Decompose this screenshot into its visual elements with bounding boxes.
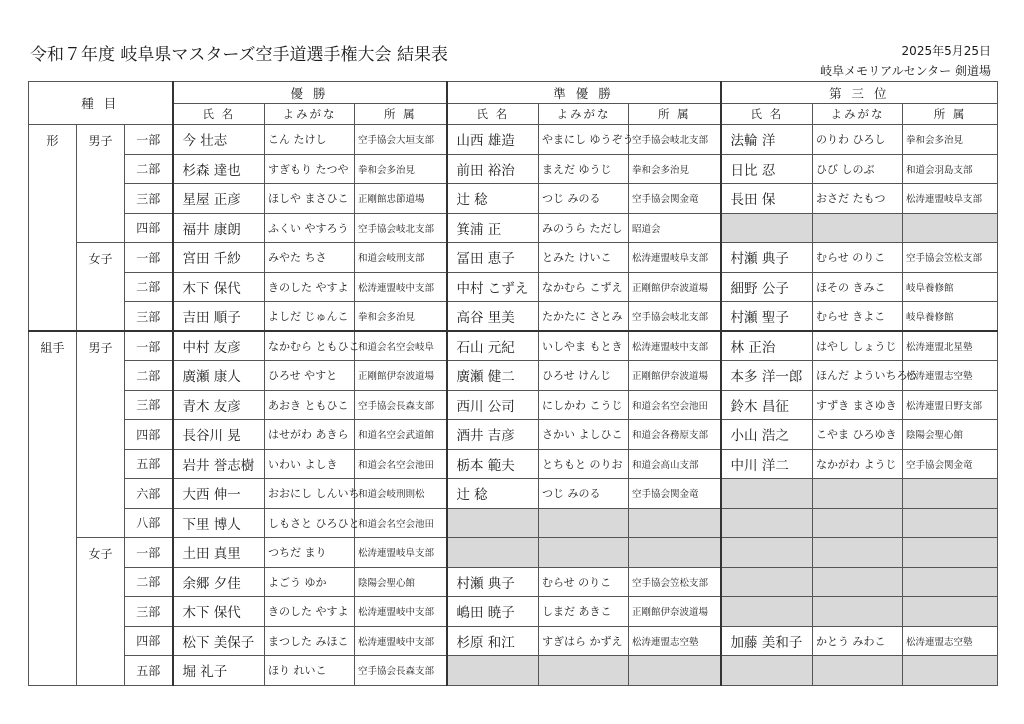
winner-club: 和道会名空会池田 [355, 449, 447, 479]
runner-up-reading: さかい よしひこ [539, 420, 629, 450]
third-place-name: 加藤 美和子 [721, 626, 813, 656]
runner-up-name: 酒井 吉彦 [447, 420, 539, 450]
third-place-name: 本多 洋一郎 [721, 361, 813, 391]
sex-cell: 女子 [77, 538, 125, 686]
winner-club: 正剛館伊奈波道場 [355, 361, 447, 391]
runner-up-reading: とちもと のりお [539, 449, 629, 479]
runner-up-reading: とみた けいこ [539, 243, 629, 273]
runner-up-reading: たかたに さとみ [539, 302, 629, 332]
winner-reading: ほり れいこ [265, 656, 355, 686]
winner-reading: こん たけし [265, 125, 355, 155]
name-subheader: 氏 名 [447, 104, 539, 125]
winner-name: 長谷川 晃 [173, 420, 265, 450]
empty-cell [539, 508, 629, 538]
third-place-club: 陰陽会聖心館 [903, 420, 998, 450]
winner-club: 拳和会多治見 [355, 154, 447, 184]
runner-up-header: 準 優 勝 [447, 82, 721, 104]
winner-reading: みやた ちさ [265, 243, 355, 273]
empty-cell [721, 508, 813, 538]
division-cell: 三部 [125, 390, 173, 420]
runner-up-club: 空手協会関金竜 [629, 184, 721, 214]
third-place-reading: ほんだ よういちろう [813, 361, 903, 391]
runner-up-club: 拳和会多治見 [629, 154, 721, 184]
winner-header: 優 勝 [173, 82, 447, 104]
runner-up-reading: むらせ のりこ [539, 567, 629, 597]
division-cell: 二部 [125, 361, 173, 391]
name-subheader: 氏 名 [173, 104, 265, 125]
runner-up-reading: ひろせ けんじ [539, 361, 629, 391]
third-place-reading: すずき まさゆき [813, 390, 903, 420]
third-place-club: 松涛連盟北星塾 [903, 331, 998, 361]
runner-up-name: 石山 元紀 [447, 331, 539, 361]
result-row [29, 154, 998, 184]
runner-up-reading: やまにし ゆうぞう [539, 125, 629, 155]
winner-reading: ひろせ やすと [265, 361, 355, 391]
event-cell: 組手 [29, 331, 77, 685]
result-row [29, 213, 998, 243]
empty-cell [903, 508, 998, 538]
runner-up-reading: すぎはら かずえ [539, 626, 629, 656]
runner-up-reading: なかむら こずえ [539, 272, 629, 302]
result-row [29, 538, 998, 568]
result-row [29, 243, 998, 273]
empty-cell [903, 656, 998, 686]
winner-name: 宮田 千紗 [173, 243, 265, 273]
winner-club: 和道会名空会池田 [355, 508, 447, 538]
runner-up-club: 昭道会 [629, 213, 721, 243]
empty-cell [903, 597, 998, 627]
sex-cell: 男子 [77, 331, 125, 538]
document-title: 令和７年度 岐阜県マスターズ空手道選手権大会 結果表 [30, 45, 448, 65]
empty-cell [539, 538, 629, 568]
winner-name: 星屋 正彦 [173, 184, 265, 214]
division-cell: 一部 [125, 243, 173, 273]
empty-cell [721, 597, 813, 627]
division-cell: 八部 [125, 508, 173, 538]
third-place-name: 日比 忍 [721, 154, 813, 184]
winner-club: 陰陽会聖心館 [355, 567, 447, 597]
winner-club: 空手協会大垣支部 [355, 125, 447, 155]
result-row [29, 449, 998, 479]
winner-reading: ほしや まさひこ [265, 184, 355, 214]
reading-subheader: よみがな [539, 104, 629, 125]
empty-cell [447, 656, 539, 686]
runner-up-reading: しまだ あきこ [539, 597, 629, 627]
winner-name: 岩井 誉志樹 [173, 449, 265, 479]
division-cell: 四部 [125, 626, 173, 656]
winner-name: 杉森 達也 [173, 154, 265, 184]
third-place-name: 鈴木 昌征 [721, 390, 813, 420]
division-cell: 四部 [125, 213, 173, 243]
empty-cell [903, 479, 998, 509]
winner-club: 拳和会多治見 [355, 302, 447, 332]
event-cell: 形 [29, 125, 77, 332]
sex-cell: 女子 [77, 243, 125, 332]
runner-up-club: 松涛連盟志空塾 [629, 626, 721, 656]
result-row [29, 184, 998, 214]
winner-reading: きのした やすよ [265, 272, 355, 302]
empty-cell [813, 213, 903, 243]
third-place-name: 細野 公子 [721, 272, 813, 302]
third-place-club: 拳和会多治見 [903, 125, 998, 155]
third-place-club: 松涛連盟志空塾 [903, 361, 998, 391]
division-cell: 六部 [125, 479, 173, 509]
club-subheader: 所 属 [629, 104, 721, 125]
runner-up-name: 高谷 里美 [447, 302, 539, 332]
division-cell: 五部 [125, 449, 173, 479]
result-row [29, 656, 998, 686]
third-place-reading: おさだ たもつ [813, 184, 903, 214]
empty-cell [539, 656, 629, 686]
empty-cell [813, 597, 903, 627]
club-subheader: 所 属 [903, 104, 998, 125]
winner-name: 大西 伸一 [173, 479, 265, 509]
runner-up-club: 和道会名空会池田 [629, 390, 721, 420]
runner-up-name: 辻 稔 [447, 184, 539, 214]
winner-name: 松下 美保子 [173, 626, 265, 656]
division-cell: 二部 [125, 567, 173, 597]
runner-up-club: 空手協会岐北支部 [629, 125, 721, 155]
winner-club: 松涛連盟岐中支部 [355, 272, 447, 302]
result-row [29, 508, 998, 538]
event-venue: 岐阜メモリアルセンター 剣道場 [820, 64, 991, 78]
result-row [29, 302, 998, 332]
third-place-name: 中川 洋二 [721, 449, 813, 479]
sex-cell: 男子 [77, 125, 125, 243]
category-header: 種 目 [29, 82, 173, 125]
empty-cell [629, 508, 721, 538]
winner-name: 中村 友彦 [173, 331, 265, 361]
result-row [29, 567, 998, 597]
division-cell: 一部 [125, 538, 173, 568]
event-date: 2025年5月25日 [901, 44, 991, 58]
winner-reading: きのした やすよ [265, 597, 355, 627]
runner-up-name: 山西 雄造 [447, 125, 539, 155]
runner-up-name: 辻 稔 [447, 479, 539, 509]
winner-club: 和道会岐刑則松 [355, 479, 447, 509]
winner-reading: つちだ まり [265, 538, 355, 568]
third-place-club: 岐阜養修館 [903, 272, 998, 302]
winner-club: 正剛館忠節道場 [355, 184, 447, 214]
third-place-reading: かとう みわこ [813, 626, 903, 656]
runner-up-club: 正剛館伊奈波道場 [629, 361, 721, 391]
third-place-name: 村瀬 聖子 [721, 302, 813, 332]
winner-name: 今 壮志 [173, 125, 265, 155]
runner-up-reading: つじ みのる [539, 184, 629, 214]
winner-name: 吉田 順子 [173, 302, 265, 332]
winner-club: 松涛連盟岐中支部 [355, 626, 447, 656]
result-row [29, 479, 998, 509]
division-cell: 二部 [125, 154, 173, 184]
runner-up-name: 廣瀬 健二 [447, 361, 539, 391]
empty-cell [903, 213, 998, 243]
winner-club: 空手協会岐北支部 [355, 213, 447, 243]
third-place-reading: のりわ ひろし [813, 125, 903, 155]
third-place-name: 林 正治 [721, 331, 813, 361]
third-place-club: 空手協会笠松支部 [903, 243, 998, 273]
winner-reading: おおにし しんいち [265, 479, 355, 509]
runner-up-name: 西川 公司 [447, 390, 539, 420]
runner-up-club: 空手協会関金竜 [629, 479, 721, 509]
winner-club: 空手協会長森支部 [355, 390, 447, 420]
third-place-club: 和道会羽島支部 [903, 154, 998, 184]
winner-reading: なかむら ともひこ [265, 331, 355, 361]
empty-cell [903, 538, 998, 568]
empty-cell [721, 538, 813, 568]
result-row [29, 361, 998, 391]
result-row [29, 272, 998, 302]
third-place-reading: むらせ きよこ [813, 302, 903, 332]
runner-up-name: 栃本 範夫 [447, 449, 539, 479]
runner-up-name: 杉原 和江 [447, 626, 539, 656]
winner-reading: はせがわ あきら [265, 420, 355, 450]
runner-up-reading: まえだ ゆうじ [539, 154, 629, 184]
division-cell: 三部 [125, 597, 173, 627]
winner-club: 空手協会長森支部 [355, 656, 447, 686]
runner-up-reading: にしかわ こうじ [539, 390, 629, 420]
empty-cell [721, 656, 813, 686]
winner-name: 青木 友彦 [173, 390, 265, 420]
club-subheader: 所 属 [355, 104, 447, 125]
empty-cell [447, 508, 539, 538]
winner-reading: あおき ともひこ [265, 390, 355, 420]
third-place-club: 空手協会関金竜 [903, 449, 998, 479]
winner-name: 下里 博人 [173, 508, 265, 538]
runner-up-name: 村瀬 典子 [447, 567, 539, 597]
result-row [29, 626, 998, 656]
third-place-reading: はやし しょうじ [813, 331, 903, 361]
third-place-club: 松涛連盟日野支部 [903, 390, 998, 420]
runner-up-club: 和道会高山支部 [629, 449, 721, 479]
winner-name: 木下 保代 [173, 597, 265, 627]
empty-cell [721, 479, 813, 509]
runner-up-name: 中村 こずえ [447, 272, 539, 302]
result-row [29, 390, 998, 420]
runner-up-club: 和道会各務原支部 [629, 420, 721, 450]
division-cell: 一部 [125, 125, 173, 155]
empty-cell [629, 656, 721, 686]
runner-up-reading: みのうら ただし [539, 213, 629, 243]
winner-name: 木下 保代 [173, 272, 265, 302]
winner-reading: まつした みほこ [265, 626, 355, 656]
empty-cell [813, 538, 903, 568]
runner-up-name: 冨田 恵子 [447, 243, 539, 273]
runner-up-club: 空手協会岐北支部 [629, 302, 721, 332]
winner-reading: ふくい やすろう [265, 213, 355, 243]
winner-name: 廣瀬 康人 [173, 361, 265, 391]
winner-reading: すぎもり たつや [265, 154, 355, 184]
name-subheader: 氏 名 [721, 104, 813, 125]
reading-subheader: よみがな [265, 104, 355, 125]
third-place-header: 第 三 位 [721, 82, 998, 104]
third-place-reading: ひび しのぶ [813, 154, 903, 184]
division-cell: 二部 [125, 272, 173, 302]
runner-up-name: 嶋田 暁子 [447, 597, 539, 627]
winner-club: 松涛連盟岐中支部 [355, 597, 447, 627]
third-place-reading: ほその きみこ [813, 272, 903, 302]
empty-cell [903, 567, 998, 597]
winner-name: 土田 真里 [173, 538, 265, 568]
runner-up-club: 空手協会笠松支部 [629, 567, 721, 597]
result-row [29, 597, 998, 627]
runner-up-reading: つじ みのる [539, 479, 629, 509]
winner-club: 和道会名空会岐阜 [355, 331, 447, 361]
third-place-reading: むらせ のりこ [813, 243, 903, 273]
result-row [29, 331, 998, 361]
runner-up-name: 箕浦 正 [447, 213, 539, 243]
winner-reading: しもさと ひろひと [265, 508, 355, 538]
winner-name: 余郷 夕佳 [173, 567, 265, 597]
third-place-reading: なかがわ ようじ [813, 449, 903, 479]
division-cell: 三部 [125, 302, 173, 332]
empty-cell [721, 567, 813, 597]
winner-name: 堀 礼子 [173, 656, 265, 686]
third-place-name: 法輪 洋 [721, 125, 813, 155]
reading-subheader: よみがな [813, 104, 903, 125]
empty-cell [813, 479, 903, 509]
third-place-name: 長田 保 [721, 184, 813, 214]
runner-up-reading: いしやま もとき [539, 331, 629, 361]
third-place-name: 小山 浩之 [721, 420, 813, 450]
runner-up-club: 松涛連盟岐阜支部 [629, 243, 721, 273]
third-place-club: 松涛連盟岐阜支部 [903, 184, 998, 214]
empty-cell [813, 508, 903, 538]
winner-reading: よごう ゆか [265, 567, 355, 597]
winner-club: 和道名空会武道館 [355, 420, 447, 450]
empty-cell [813, 567, 903, 597]
winner-club: 和道会岐刑支部 [355, 243, 447, 273]
result-row [29, 125, 998, 155]
results-table [28, 81, 998, 686]
result-row [29, 420, 998, 450]
runner-up-club: 正剛館伊奈波道場 [629, 272, 721, 302]
division-cell: 一部 [125, 331, 173, 361]
third-place-reading: こやま ひろゆき [813, 420, 903, 450]
division-cell: 四部 [125, 420, 173, 450]
empty-cell [447, 538, 539, 568]
empty-cell [721, 213, 813, 243]
runner-up-club: 松涛連盟岐中支部 [629, 331, 721, 361]
winner-reading: いわい よしき [265, 449, 355, 479]
winner-reading: よしだ じゅんこ [265, 302, 355, 332]
winner-name: 福井 康朗 [173, 213, 265, 243]
division-cell: 三部 [125, 184, 173, 214]
third-place-name: 村瀬 典子 [721, 243, 813, 273]
winner-club: 松涛連盟岐阜支部 [355, 538, 447, 568]
runner-up-name: 前田 裕治 [447, 154, 539, 184]
division-cell: 五部 [125, 656, 173, 686]
third-place-club: 松涛連盟志空塾 [903, 626, 998, 656]
empty-cell [813, 656, 903, 686]
runner-up-club: 正剛館伊奈波道場 [629, 597, 721, 627]
empty-cell [629, 538, 721, 568]
third-place-club: 岐阜養修館 [903, 302, 998, 332]
